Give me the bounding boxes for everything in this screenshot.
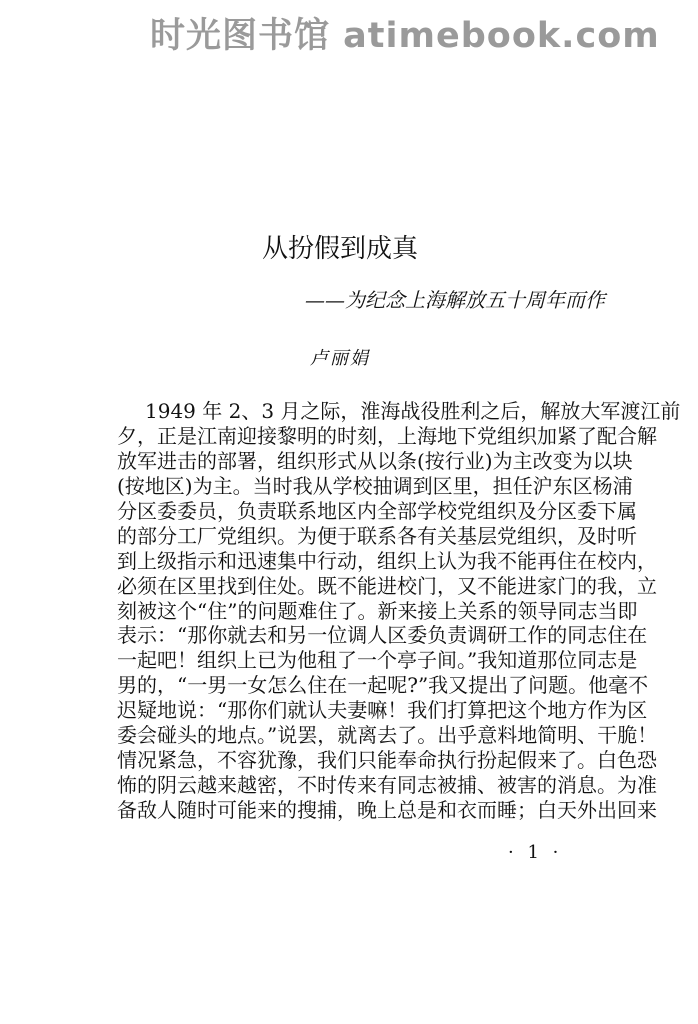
body-line: 怖的阴云越来越密，不时传来有同志被捕、被害的消息。为准 <box>117 773 657 798</box>
body-line: 必须在区里找到住处。既不能进校门，又不能进家门的我，立 <box>117 573 657 598</box>
body-line: 的部分工厂党组织。为便于联系各有关基层党组织，及时听 <box>117 523 637 548</box>
watermark: 时光图书馆 atimebook.com <box>150 16 660 56</box>
body-line: 表示：“那你就去和另一位调人区委负责调研工作的同志住在 <box>117 623 648 648</box>
body-line: 分区委委员，负责联系地区内全部学校党组织及分区委下属 <box>117 498 637 523</box>
body-line: 1949 年 2、3 月之际，淮海战役胜利之后，解放大军渡江前 <box>145 399 681 423</box>
author-name: 卢丽娟 <box>310 348 370 369</box>
body-line: 刻被这个“住”的问题难住了。新来接上关系的领导同志当即 <box>117 598 638 623</box>
article-subtitle: ——为纪念上海解放五十周年而作 <box>305 288 605 312</box>
body-line: 委会碰头的地点。”说罢，就离去了。出乎意料地简明、干脆！ <box>117 723 658 748</box>
body-line: 夕，正是江南迎接黎明的时刻，上海地下党组织加紧了配合解 <box>117 423 657 448</box>
page-number: · 1 · <box>508 842 563 863</box>
body-line: 到上级指示和迅速集中行动，组织上认为我不能再住在校内， <box>117 548 657 573</box>
article-title-text: 从扮假到成真 <box>261 234 418 264</box>
body-line: 放军进击的部署，组织形式从以条(按行业)为主改变为以块 <box>117 448 633 473</box>
body-line: 一起吧！组织上已为他租了一个亭子间。”我知道那位同志是 <box>117 648 638 673</box>
body-line: 情况紧急，不容犹豫，我们只能奉命执行扮起假来了。白色恐 <box>117 748 657 773</box>
article-body <box>117 399 681 823</box>
body-line: 迟疑地说：“那你们就认夫妻嘛！我们打算把这个地方作为区 <box>117 698 648 723</box>
body-line: 备敌人随时可能来的搜捕，晚上总是和衣而睡；白天外出回来 <box>117 798 657 822</box>
body-line: (按地区)为主。当时我从学校抽调到区里，担任沪东区杨浦 <box>117 473 633 498</box>
article-title <box>0 228 698 265</box>
body-line: 男的，“一男一女怎么住在一起呢?”我又提出了问题。他毫不 <box>117 673 649 698</box>
